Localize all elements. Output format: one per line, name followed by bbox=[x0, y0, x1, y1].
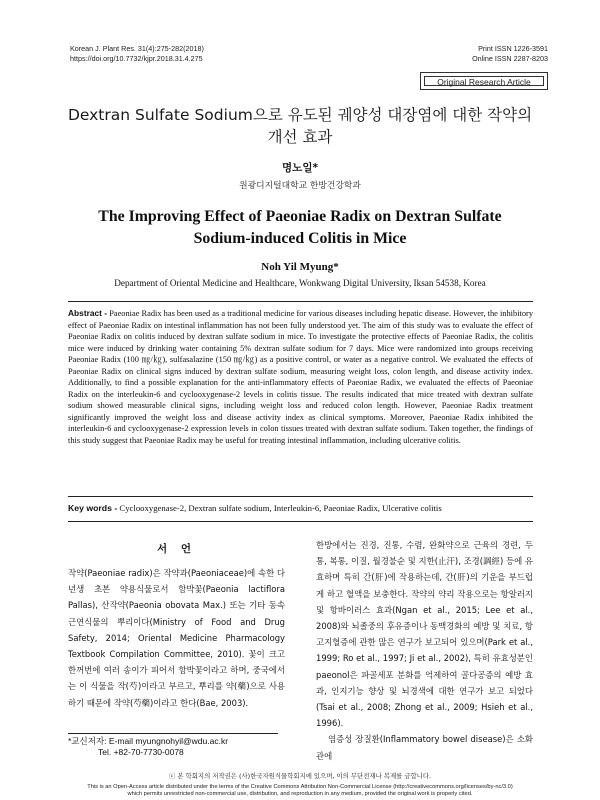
abstract-text: Paeoniae Radix has been used as a traditional medicine for various diseases including hepatic disease. However, the inhibitory effect of Paeoniae Radix on intestinal inflammation has not been fully understood yet. The aim of this study was to evaluate the effect of Paeoniae Radix on colitis induced by dextran sulfate sodium in mice. To investigate the protective effects of Paeoniae Radix, the colitis mice were induced by drinking water containing 5% dextran sulfate sodium for 7 days. Mice were randomized into groups receiving Paeoniae Radix (100 ㎎/㎏), sulfasalazine (150 ㎎/㎏) as a positive control, or water as a negative control. We evaluated the effects of Paeoniae Radix on clinical signs induced by dextran sulfate sodium, measuring weight loss, colon length, and disease activity index. Additionally, to find a possible explanation for the anti-inflammatory effects of Paeoniae Radix, we evaluated the effects of Paeoniae Radix on the interleukin-6 and cyclooxygenase-2 levels in colitis tissue. The results indicated that mice treated with dextran sulfate sodium showed measurable clinical signs, including weight loss and reduced colon length. However, Paeoniae Radix treatment significantly improved the weight loss and disease activity index as clinical symptoms. Moreover, Paeoniae Radix inhibited the interleukin-6 and cyclooxygenase-2 expression levels in colon tissues treated with dextran sulfate sodium. Taken together, the findings of this study suggest that Paeoniae Radix may be useful for treating intestinal inflammation, including ulcerative colitis. bbox=[68, 309, 534, 446]
correspondence-email: *교신저자: E-mail myungnohyil@wdu.ac.kr bbox=[68, 736, 229, 746]
keywords-bottom-rule bbox=[68, 521, 533, 522]
issn-header bbox=[472, 44, 548, 64]
journal-citation: Korean J. Plant Res. 31(4):275-282(2018) bbox=[70, 44, 204, 53]
journal-header bbox=[70, 44, 204, 64]
abstract bbox=[68, 308, 533, 447]
section-heading-introduction: 서 언 bbox=[157, 543, 196, 555]
body-column-left bbox=[68, 540, 285, 711]
article-type-label: Original Research Article bbox=[424, 76, 544, 86]
license-line-1: This is an Open-Access article distributed under the terms of the Creative Commons Attribution Non-Commercial License (http://creativecommons.org/licenses/by-nc/3.0) bbox=[87, 784, 513, 790]
license-line-2: which permits unrestricted non-commercial use, distribution, and reproduction in any medium, provided the original work is properly cited. bbox=[127, 791, 473, 797]
print-issn: Print ISSN 1226-3591 bbox=[478, 44, 548, 53]
intro-paragraph-right-2: 염증성 장질환(Inflammatory bowel disease)은 소화관에 bbox=[316, 734, 533, 761]
abstract-top-rule bbox=[68, 301, 533, 302]
keywords-top-rule bbox=[68, 496, 533, 497]
article-type-badge bbox=[420, 72, 548, 90]
copyright-notice: ⓒ 본 학회지의 저작권은 (사)한국자원식물학회지에 있으며, 이의 무단전재나 복제를 금합니다. bbox=[168, 772, 432, 780]
online-issn: Online ISSN 2287-8203 bbox=[472, 54, 548, 63]
keywords-label: Key words - bbox=[68, 503, 118, 513]
abstract-label: Abstract - bbox=[68, 308, 108, 318]
affiliation-korean: 원광디지털대학교 한방건강학과 bbox=[239, 181, 361, 191]
author-english: Noh Yil Myung* bbox=[261, 261, 339, 273]
doi-link[interactable]: https://doi.org/10.7732/kjpr.2018.31.4.275 bbox=[70, 54, 203, 63]
intro-paragraph-right: 한방에서는 진경, 진통, 수렴, 완화약으로 근육의 경련, 두통, 복통, 이질, 월경불순 및 지한(止汗), 조경(調經) 등에 유효하며 특히 간(肝)에 작용하는데, 간(肝)의 기운을 부드럽게 하고 혈액을 보충한다. 작약의 약리 작용으로는 항알러지 및 항바이러스 효과(Ngan et al., 2015; Lee et al., 2008)와 뇌졸중의 후유증이나 동맥경화의 예방 및 치료, 항고지혈증에 관한 많은 연구가 보고되어 있으며(Park et al., 1999; Ro et al., 1997; Ji et al., 2002), 특히 유효성분인 paeonol은 파골세포 분화를 억제하여 골다공증의 예방 효과, 인지기능 향상 및 뇌경색에 대한 연구가 보고 되었다(Tsai et al., 2008; Zhong et al., 2009; Hsieh et al., 1996). bbox=[316, 540, 533, 729]
body-column-right bbox=[316, 537, 533, 764]
title-korean: Dextran Sulfate Sodium으로 유도된 궤양성 대장염에 대한 작약의 개선 효과 bbox=[67, 106, 533, 146]
keywords bbox=[68, 503, 533, 514]
keywords-text: Cyclooxygenase-2, Dextran sulfate sodium, Interleukin-6, Paeoniae Radix, Ulcerative colitis bbox=[119, 503, 442, 513]
license-notice bbox=[30, 784, 570, 798]
affiliation-english: Department of Oriental Medicine and Healthcare, Wonkwang Digital University, Iksan 54538, Korea bbox=[114, 278, 486, 288]
author-korean: 명노일* bbox=[282, 162, 318, 174]
intro-paragraph-left: 작약(Paeoniae radix)은 작약과(Paeoniaceae)에 속한 다년생 초본 약용식물로서 함박꽃(Paeonia lactiflora Pallas), 산작약(Paeonia obovata Max.) 또는 기타 동속 근연식물의 뿌리이다(Ministry of Food and Drug Safety, 2014; Oriental Medicine Pharmacology Textbook Compilation Committee, 2010). 꽃이 크고 한꺼번에 여러 송이가 피어서 함박꽃이라고 하며, 중국에서는 이 식물을 작(芍)이라고 부르고, 뿌리를 약(藥)으로 사용하기 때문에 작약(芍藥)이라고 한다(Bae, 2003). bbox=[68, 568, 285, 708]
correspondence-tel: Tel. +82-70-7730-0078 bbox=[98, 747, 184, 757]
title-english: The Improving Effect of Paeoniae Radix on Dextran Sulfate Sodium-induced Colitis in Mice bbox=[98, 208, 502, 247]
correspondence bbox=[68, 736, 228, 758]
footnote-rule bbox=[68, 733, 278, 734]
